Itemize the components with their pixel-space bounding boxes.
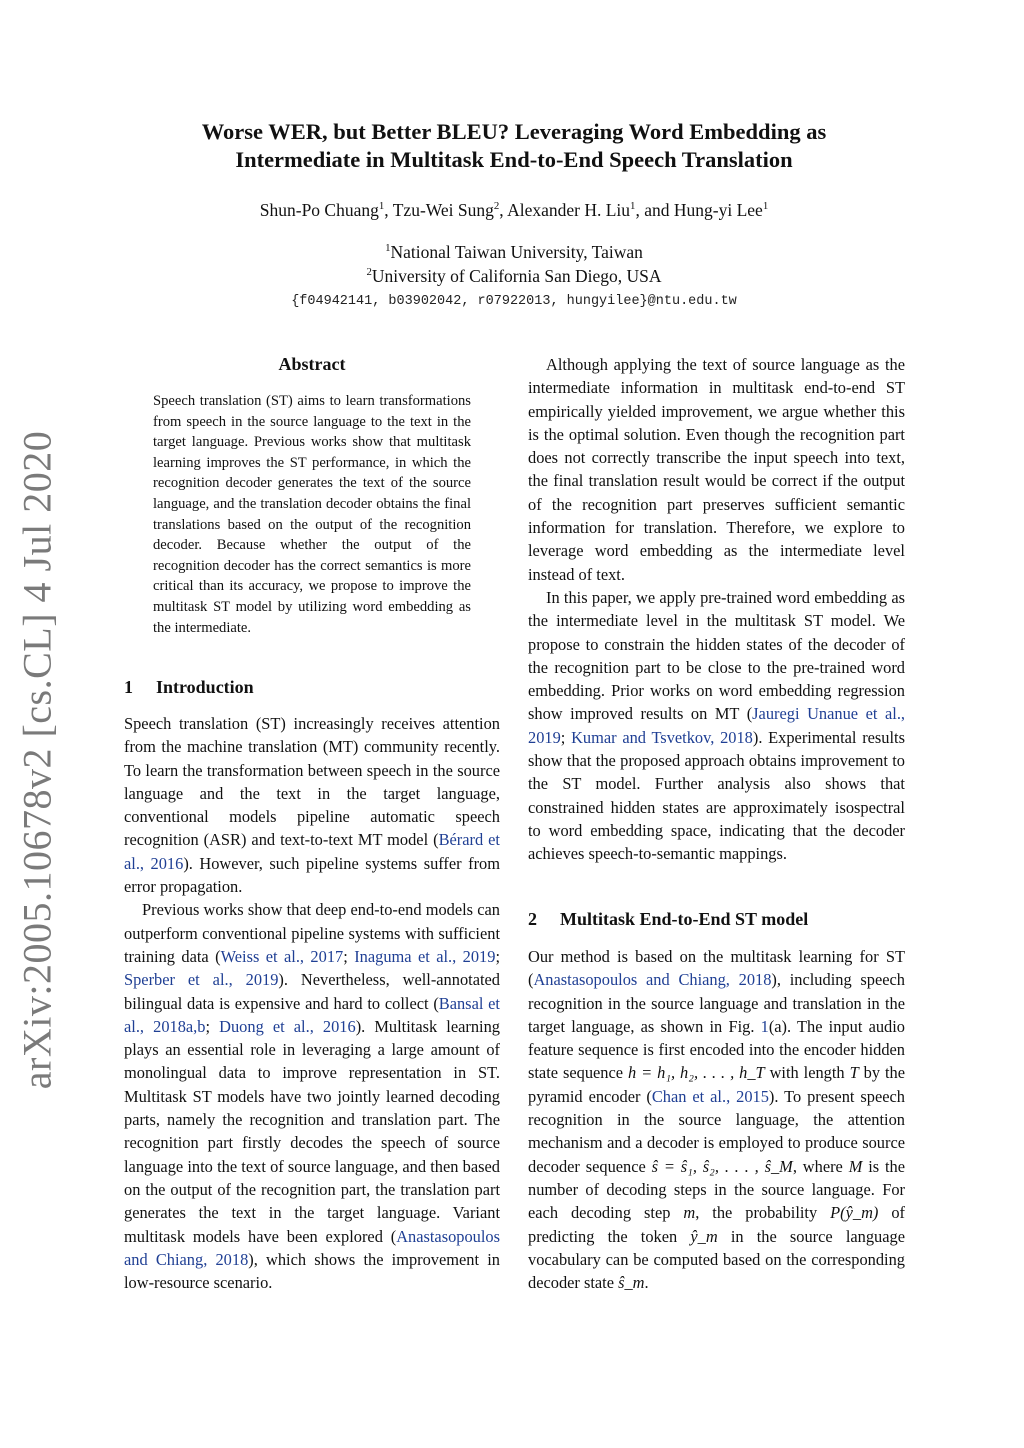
affiliation-mark: 1 [385, 242, 391, 255]
citation-link[interactable]: Anastasopoulos and Chiang, 2018 [124, 1226, 500, 1269]
author-and: and [644, 200, 670, 220]
abstract-heading: Abstract [278, 354, 346, 374]
section-number: 2 [528, 909, 537, 929]
introduction-body [124, 712, 500, 1294]
text-run: ; [495, 946, 500, 966]
abstract-text: Speech translation (ST) aims to learn transformations from speech in the source language to the text in the target language. Previous works show that multitask learning improves the ST performance, in which the recognition decoder generates the text of the source language, and the translation decoder obtains the final translations based on the output of the recognition decoder. Because whether the output of the recognition decoder has the correct semantics is more critical than its accuracy, we propose to improve the multitask ST model by utilizing word embedding as the intermediate. [153, 393, 471, 636]
arxiv-identifier[interactable]: arXiv:2005.10678v2 [cs.CL] 4 Jul 2020 [14, 430, 60, 1090]
title-line-2: Intermediate in Multitask End-to-End Speech Translation [235, 147, 793, 172]
figure-reference-link[interactable]: 1 [760, 1016, 769, 1036]
citation-link[interactable]: Weiss et al., 2017 [220, 946, 344, 966]
text-run: is the number of decoding steps in the source language. For each decoding step [528, 1156, 905, 1223]
text-run: Our method is based on the multitask learning for ST ( [528, 947, 905, 990]
text-run: ; [343, 946, 355, 966]
text-run: . [644, 1273, 649, 1293]
title-line-1: Worse WER, but Better BLEU? Leveraging Word Embedding as [201, 119, 827, 144]
section-title: Multitask End-to-End ST model [560, 909, 809, 929]
math-inline: ŝ = ŝ₁, ŝ₂, . . . , ŝ_M [651, 1156, 793, 1176]
math-inline: ŝ_m [618, 1273, 645, 1293]
text-run: with length [764, 1063, 850, 1083]
section-heading-multitask [528, 907, 905, 931]
text-run: of predicting the token [528, 1203, 905, 1246]
author-affiliation-mark: 2 [493, 200, 500, 213]
author-affiliation-mark: 1 [630, 200, 636, 213]
citation-link[interactable]: Chan et al., 2015 [651, 1086, 769, 1106]
paragraph: Although applying the text of source language as the intermediate information in multitask end-to-end ST empirically yielded improvement, we argue whether this is the optimal solution. Even though the recognition part does not correctly transcribe the input speech into text, the final translation result would be correct if the output of the recognition part preserves sufficient semantic information for translation. Therefore, we explore to leverage word embedding as the intermediate level instead of text. [528, 355, 905, 584]
affiliations [140, 240, 888, 288]
math-inline: M [848, 1156, 863, 1176]
affiliation-name: National Taiwan University, Taiwan [390, 242, 643, 262]
section2-body [528, 945, 905, 1294]
section-heading-introduction [124, 675, 500, 699]
text-run: Speech translation (ST) increasingly receives attention from the machine translation (MT) community recently. To learn the transformation between speech in the source language and the text in the target language, conventional models pipeline automatic speech recognition (ASR) and text-to-text MT model ( [124, 714, 500, 850]
citation-link[interactable]: Inaguma et al., 2019 [354, 946, 496, 966]
text-run: ; [560, 727, 572, 747]
text-run: ). Nevertheless, well-annotated bilingual data is expensive and hard to collect ( [124, 970, 500, 1013]
author-list: Shun-Po Chuang$^1$, Tzu-Wei Sung$^2$, Alexander H. Liu$^1$, and Hung-yi Lee$^1$ [259, 200, 769, 220]
author-name: Alexander H. Liu [507, 200, 631, 220]
math-inline: m [683, 1203, 696, 1223]
citation-link[interactable]: Duong et al., 2016 [219, 1016, 356, 1036]
text-run: in the source language vocabulary can be computed based on the corresponding decoder state [528, 1226, 905, 1293]
math-inline: h = h₁, h₂, . . . , h_T [627, 1063, 765, 1083]
affiliation-name: University of California San Diego, USA [371, 266, 662, 286]
affiliation-mark: 2 [366, 266, 372, 279]
text-run: ; [205, 1016, 220, 1036]
citation-link[interactable]: Bansal et al., 2018a,b [124, 993, 500, 1036]
citation-link[interactable]: Jauregi Unanue et al., 2019 [528, 704, 906, 747]
affiliation-1 [140, 240, 888, 264]
text-run: ). Experimental results show that the proposed approach obtains improvement to the ST model. Further analysis also shows that constrained hidden states are approximately isospectral to word embedding space, indicating that the decoder achieves speech-to-semantic mappings. [528, 727, 905, 864]
text-run: In this paper, we apply pre-trained word embedding as the intermediate level in the multitask ST model. We propose to constrain the hidden states of the decoder of the recognition part to be close to the pre-trained word embedding. Prior works on word embedding regression show improved results on MT ( [528, 587, 905, 724]
affiliation-2 [140, 264, 888, 288]
paragraph [124, 712, 500, 898]
text-run: ). To present speech recognition in the source language, the attention mechanism and a decoder is employed to produce source decoder sequence [528, 1086, 905, 1176]
author-affiliation-mark: 1 [378, 200, 385, 213]
author-emails[interactable]: {f04942141, b03902042, r07922013, hungyilee}@ntu.edu.tw [291, 294, 737, 309]
section-number: 1 [124, 677, 133, 697]
math-inline: P(ŷ_m) [830, 1203, 879, 1223]
paragraph [528, 945, 905, 1294]
text-run: ), including speech recognition in the source language and translation in the target language, as shown in Fig. [528, 970, 905, 1036]
citation-link[interactable]: Sperber et al., 2019 [124, 970, 279, 990]
paragraph [528, 586, 905, 866]
section-title: Introduction [156, 677, 254, 697]
math-inline: ŷ_m [690, 1226, 718, 1246]
introduction-body-continued [528, 353, 905, 866]
text-run: ). However, such pipeline systems suffer from error propagation. [124, 853, 500, 897]
citation-link[interactable]: Kumar and Tsvetkov, 2018 [571, 727, 753, 747]
math-inline: T [849, 1063, 859, 1083]
text-run: ), which shows the improvement in low-resource scenario. [124, 1249, 500, 1293]
text-run: , where [792, 1156, 849, 1176]
author-name: Tzu-Wei Sung [392, 200, 494, 220]
citation-link[interactable]: Anastasopoulos and Chiang, 2018 [533, 970, 772, 990]
text-run: (a). The input audio feature sequence is first encoded into the encoder hidden state sequence [528, 1016, 905, 1083]
text-run: ). Multitask learning plays an essential role in leveraging a large amount of monolingual data to improve representation in ST. Multitask ST models have two jointly learned decoding parts, namely the recognition and translation part. The recognition part firstly decodes the speech of source language into the text of source language, and then based on the output of the recognition part, the translation part generates the text in the target language. Variant multitask models have been explored ( [124, 1016, 500, 1246]
text-run: Previous works show that deep end-to-end models can outperform conventional pipeline systems with sufficient training data ( [124, 900, 500, 966]
author-name: Hung-yi Lee [673, 200, 763, 220]
text-run: by the pyramid encoder ( [528, 1063, 905, 1106]
paragraph [124, 898, 500, 1294]
text-run: , the probability [695, 1203, 831, 1223]
paper-title [140, 118, 888, 174]
author-affiliation-mark: 1 [762, 200, 769, 213]
citation-link[interactable]: Bérard et al., 2016 [124, 830, 500, 873]
author-name: Shun-Po Chuang [259, 200, 379, 220]
